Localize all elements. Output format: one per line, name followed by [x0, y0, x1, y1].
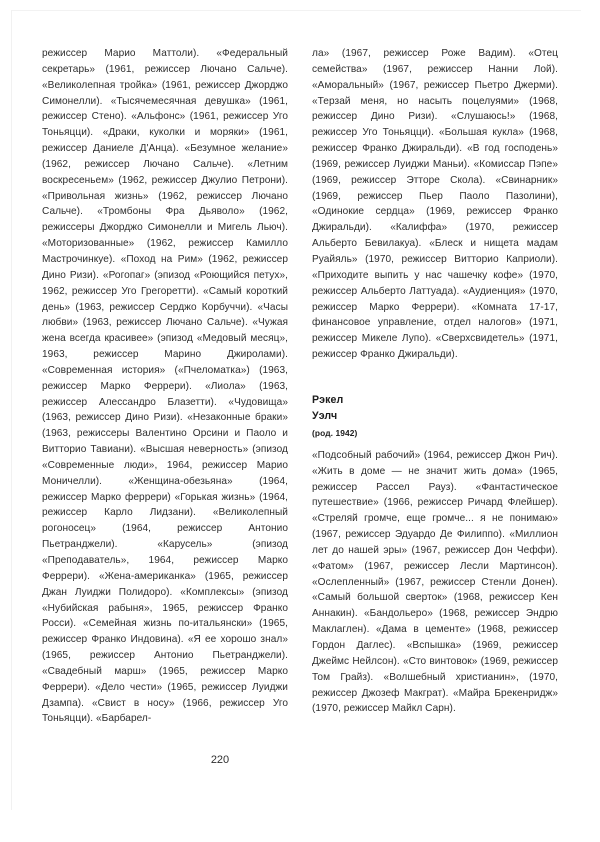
right-column-continued-paragraph: ла» (1967, режиссер Роже Вадим). «Отец семейства» (1967, режиссер Нанни Лой). «Аморальный» (1967, режиссер Пьетро Джерми). «Терзай меня, но насыть поцелуями» (1968, режиссер Дино Ризи). «Слушаюсь!» (1968, режиссер Уго Тоньяцци). «Большая кукла» (1968, режиссер Франко Джиральди). «В год господень» (1969, режиссер Луиджи Маньи). «Комиссар Пэпе» (1969, режиссер Этторе Скола). «Свинарник» (1969, режиссер Пьер Паоло Пазолини), «Одинокие сердца» (1969, режиссер Франко Джиральди). «Калиффа» (1970, режиссер Альберто Бевилакуа). «Блеск и нищета мадам Руайяль» (1970, режиссер Витторио Каприоли). «Приходите выпить у нас чашечку кофе» (1970, режиссер Альберто Латтуада). «Аудиенция» (1970, режиссер Марко Феррери). «Комната 17-17, финансовое управление, отдел налогов» (1971, режиссер Микеле Лупо). «Сверхсвидетель» (1971, режиссер Франко Джиральди).	[312, 48, 558, 361]
entry-name-first: Рэкел	[312, 393, 344, 406]
right-column	[312, 46, 558, 727]
entry-birth-year: (род. 1942)	[312, 428, 358, 439]
left-column	[42, 46, 288, 727]
page-number: 220	[210, 754, 230, 766]
entry-name-last: Уэлч	[312, 409, 338, 422]
two-column-text-body	[42, 46, 558, 727]
entry-heading-rakel-welch	[312, 393, 558, 442]
entry-filmography-paragraph: «Подсобный рабочий» (1964, режиссер Джон Рич). «Жить в доме — не значит жить дома» (1965, режиссер Рассел Рауз). «Фантастическое путешествие» (1966, режиссер Ричард Флейшер). «Стреляй громче, еще громче... я не понимаю» (1967, режиссер Эдуардо Де Филиппо). «Миллион лет до нашей эры» (1967, режиссер Дон Чеффи). «Фатом» (1967, режиссер Лесли Мартинсон). «Ослепленный» (1967, режиссер Стенли Донен). «Самый большой сверток» (1968, режиссер Кен Аннакин). «Бандольеро» (1968, режиссер Эндрю Маклаглен). «Дама в цементе» (1968, режиссер Гордон Даглес). «Вспышка» (1969, режиссер Джеймс Нейлсон). «Сто винтовок» (1969, режиссер Том Грайз). «Волшебный христианин», (1970, режиссер Джозеф Макграт). «Майра Брекенридж» (1970, режиссер Майкл Сарн).	[312, 449, 558, 715]
left-column-continued-paragraph: режиссер Марио Маттоли). «Федеральный секретарь» (1961, режиссер Лючано Сальче). «Великолепная тройка» (1961, режиссер Джорджо Симонелли). «Тысячемесячная девушка» (1961, режиссер Стено). «Альфонс» (1961, режиссер Уго Тоньяцци). «Драки, куколки и моряки» (1961, режиссер Даниеле Д'Анца). «Безумное желание» (1962, режиссер Лючано Сальче). «Летним воскресеньем» (1962, режиссер Джулио Петрони). «Привольная жизнь» (1962, режиссер Лючано Сальче). «Тромбоны Фра Дьяволо» (1962, режиссеры Джорджо Симонелли и Мигель Льюч). «Моторизованные» (1962, режиссер Камилло Мастрочинкуе). «Поход на Рим» (1962, режиссер Дино Ризи). «Рогопаг» (эпизод «Роющийся петух», 1962, режиссер Уго Грегоретти). «Самый короткий день» (1963, режиссер Серджо Корбуччи). «Часы любви» (1963, режиссер Лючано Сальче). «Чужая жена всегда красивее» (эпизод «Медовый месяц», 1963, режиссер Марино Джиролами). «Современная история» («Пчеломатка») (1963, режиссер Марко Феррери). «Лиола» (1963, режиссер Алессандро Блазетти). «Чудовища» (1963, режиссер Дино Ризи). «Незаконные браки» (1963, режиссеры Валентино Орсини и Паоло и Витторио Тавиани). «Высшая неверность» (эпизод «Современные люди», 1964, режиссер Марио Моничелли). «Женщина-обезьяна» (1964, режиссер Марко феррери) «Горькая жизнь» (1964, режиссер Карло Лидзани). «Великолепный рогоносец» (1964, режиссер Антонио Пьетранджели). «Карусель» (эпизод «Преподаватель», 1964, режиссер Марко Феррери). «Жена-американка» (1965, режиссер Джан Луиджи Полидоро). «Комплексы» (эпизод «Нубийская рабыня», 1965, режиссер Франко Росси). «Семейная жизнь по-итальянски» (1965, режиссер Франко Индовина). «Я ее хорошо знал» (1965, режиссер Антонио Пьетранджели). «Свадебный марш» (1965, режиссер Марко Феррери). «Дело чести» (1965, режиссер Луиджи Дзампа). «Свист в носу» (1966, режиссер Уго Тоньяцци). «Барбарел-	[42, 48, 288, 725]
page-edge-left	[11, 10, 12, 810]
page-edge-top	[11, 10, 581, 11]
